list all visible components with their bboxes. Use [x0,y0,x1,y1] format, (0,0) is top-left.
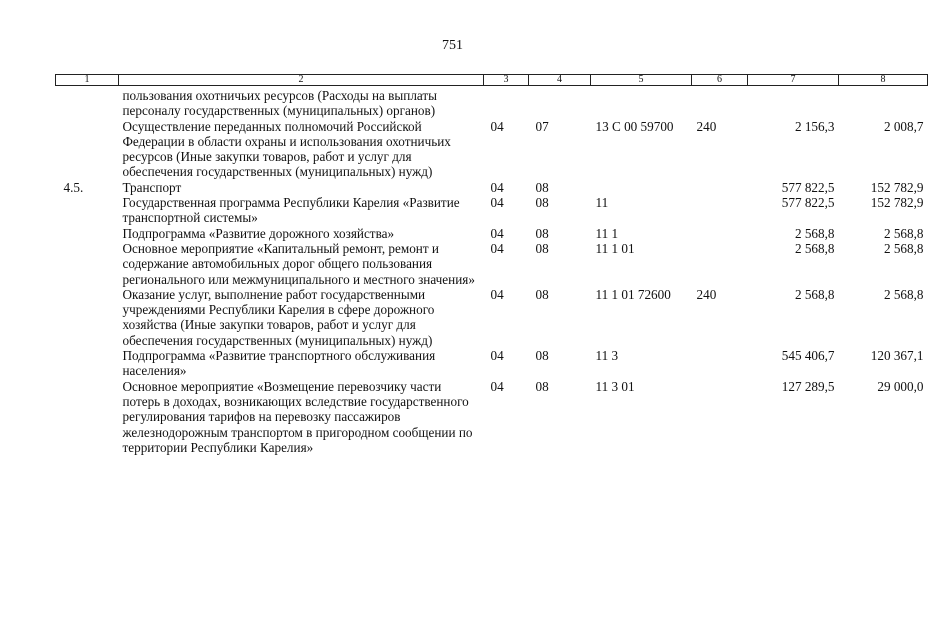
column-header-2: 2 [119,75,484,86]
row-section: 04 [490,348,504,364]
row-name: Основное мероприятие «Капитальный ремонт, ремонт и содержание автомобильных дорог общего пользования регионального или межмуниципального и местного значения» [122,240,475,287]
row-amount-1: 545 406,7 [781,348,835,364]
row-name: Подпрограмма «Развитие дорожного хозяйства» [122,225,395,241]
column-header-8: 8 [839,75,928,86]
column-header-6: 6 [692,75,748,86]
row-subsection: 08 [535,179,549,195]
row-name: Оказание услуг, выполнение работ государственными учреждениями Республики Карелия в сфере дорожного хозяйства (Иные закупки товаров, работ и услуг для обеспечения государственных (муниципальных) нужд) [122,286,435,348]
row-target-code: 13 С 00 59700 [595,118,674,134]
row-amount-2: 120 367,1 [870,348,924,364]
row-amount-2: 29 000,0 [877,378,924,394]
row-amount-2: 2 008,7 [883,118,924,134]
row-expense-type [692,86,748,119]
page-number: 751 [442,38,463,53]
row-subsection [529,86,591,119]
table-row [56,241,928,287]
row-target-code: 11 [595,195,609,211]
column-number-row [56,75,928,86]
row-amount-1: 577 822,5 [781,195,835,211]
row-name: пользования охотничьих ресурсов (Расходы на выплаты персоналу государственных (муниципальных) органов) [122,88,438,119]
table-row [56,379,928,455]
row-amount-1: 127 289,5 [781,378,835,394]
row-section: 04 [490,118,504,134]
row-subsection: 07 [535,118,549,134]
row-amount-2 [839,86,928,119]
row-number [56,241,119,287]
table-row [56,180,928,195]
row-number [56,119,119,180]
row-expense-type: 240 [696,118,717,134]
row-target-code: 11 1 01 72600 [595,286,671,302]
row-subsection: 08 [535,378,549,394]
row-section: 04 [490,179,504,195]
row-number: 4.5. [63,179,84,195]
table-row [56,348,928,379]
row-target-code: 11 1 [595,225,619,241]
table-row [56,119,928,180]
column-header-1: 1 [56,75,119,86]
row-number [56,379,119,455]
table-row [56,226,928,241]
row-number [56,226,119,241]
table-row [56,287,928,348]
budget-table [55,74,928,455]
column-header-4: 4 [529,75,591,86]
column-header-7: 7 [748,75,839,86]
row-expense-type [692,348,748,379]
row-section: 04 [490,286,504,302]
column-header-5: 5 [591,75,692,86]
row-expense-type [692,195,748,226]
row-target-code: 11 1 01 [595,240,635,256]
row-section [484,86,529,119]
row-amount-2: 2 568,8 [883,240,924,256]
row-amount-1: 2 156,3 [794,118,835,134]
row-amount-1: 577 822,5 [781,179,835,195]
row-number [56,195,119,226]
row-subsection: 08 [535,195,549,211]
row-subsection: 08 [535,286,549,302]
row-subsection: 08 [535,225,549,241]
row-amount-1: 2 568,8 [794,240,835,256]
row-name: Основное мероприятие «Возмещение перевозчику части потерь в доходах, возникающих вследствие государственного регулирования тарифов на перевозку пассажиров железнодорожным транспортом в пригородном сообщении по территории Республики Карелия» [122,378,473,455]
row-number [56,287,119,348]
table-row [56,86,928,119]
row-subsection: 08 [535,348,549,364]
row-subsection: 08 [535,240,549,256]
row-amount-2: 2 568,8 [883,225,924,241]
row-expense-type: 240 [696,286,717,302]
row-number [56,348,119,379]
row-name: Осуществление переданных полномочий Российской Федерации в области охраны и использования охотничьих ресурсов (Иные закупки товаров, работ и услуг для обеспечения государственных (муниципальных) нужд) [122,118,451,180]
row-amount-2: 152 782,9 [870,195,924,211]
row-name: Транспорт [122,179,182,195]
row-expense-type [692,241,748,287]
row-expense-type [692,226,748,241]
row-target-code [591,86,692,119]
table-row [56,195,928,226]
row-amount-2: 152 782,9 [870,179,924,195]
row-amount-1: 2 568,8 [794,225,835,241]
row-name: Подпрограмма «Развитие транспортного обслуживания населения» [122,348,436,379]
row-section: 04 [490,378,504,394]
row-amount-2: 2 568,8 [883,286,924,302]
row-name: Государственная программа Республики Карелия «Развитие транспортной системы» [122,195,460,226]
row-section: 04 [490,195,504,211]
row-expense-type [692,379,748,455]
row-target-code: 11 3 01 [595,378,635,394]
column-header-3: 3 [484,75,529,86]
row-target-code [591,180,692,195]
row-target-code: 11 3 [595,348,619,364]
row-amount-1: 2 568,8 [794,286,835,302]
row-expense-type [692,180,748,195]
row-section: 04 [490,240,504,256]
row-amount-1 [748,86,839,119]
row-section: 04 [490,225,504,241]
row-number [56,86,119,119]
